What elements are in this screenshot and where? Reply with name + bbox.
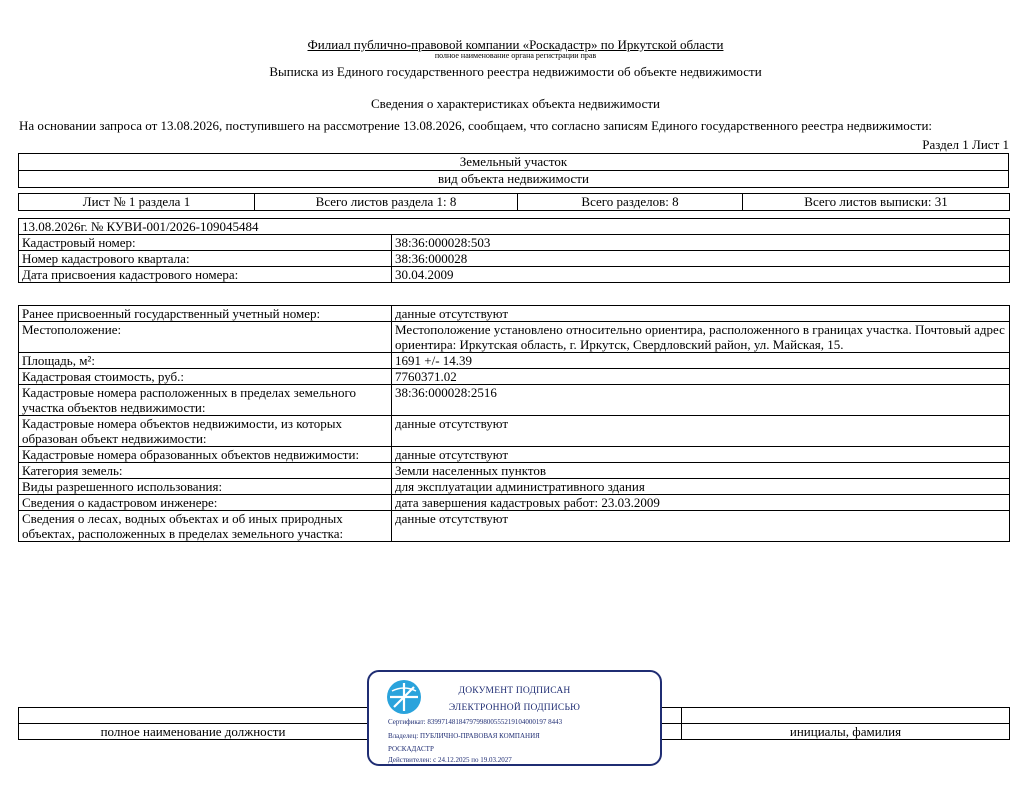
row-value: для эксплуатации административного здания: [392, 479, 1010, 495]
stamp-owner-2: РОСКАДАСТР: [388, 745, 434, 753]
table-row: [19, 251, 1010, 267]
row-label: Кадастровые номера расположенных в пределах земельного участка объектов недвижимости:: [19, 385, 392, 416]
row-label: Кадастровые номера образованных объектов недвижимости:: [19, 447, 392, 463]
table-row: [19, 463, 1010, 479]
details-table: [18, 305, 1010, 542]
row-label: Местоположение:: [19, 322, 392, 353]
row-value: Местоположение установлено относительно ориентира, расположенного в границах участка. Почтовый адрес ориентира: Иркутская область, г. Иркутск, Свердловский район, ул. Майская, 15.: [392, 322, 1010, 353]
row-value: данные отсутствуют: [392, 511, 1010, 542]
org-name-caption: полное наименование органа регистрации прав: [434, 51, 597, 60]
object-type-table: [18, 153, 1009, 188]
table-row: [19, 416, 1010, 447]
position-field: [19, 708, 368, 724]
row-value: 7760371.02: [392, 369, 1010, 385]
row-label: Категория земель:: [19, 463, 392, 479]
row-label: Площадь, м²:: [19, 353, 392, 369]
section-title: Сведения о характеристиках объекта недвижимости: [370, 96, 661, 111]
table-row: [19, 322, 1010, 353]
row-label: Кадастровая стоимость, руб.:: [19, 369, 392, 385]
row-value: 38:36:000028:503: [392, 235, 1010, 251]
electronic-signature-stamp: [367, 670, 662, 766]
identifiers-table: [18, 218, 1010, 283]
table-row: [19, 447, 1010, 463]
sheet-reference: Раздел 1 Лист 1: [922, 137, 1009, 152]
row-label: Сведения о кадастровом инженере:: [19, 495, 392, 511]
row-label: Номер кадастрового квартала:: [19, 251, 392, 267]
row-label: Сведения о лесах, водных объектах и об иных природных объектах, расположенных в пределах земельного участка:: [19, 511, 392, 542]
row-label: Кадастровый номер:: [19, 235, 392, 251]
object-type: Земельный участок: [19, 154, 1009, 171]
row-value: данные отсутствуют: [392, 306, 1010, 322]
stamp-line-1: ДОКУМЕНТ ПОДПИСАН: [458, 686, 571, 696]
row-value: 38:36:000028: [392, 251, 1010, 267]
table-row: [19, 267, 1010, 283]
row-value: 38:36:000028:2516: [392, 385, 1010, 416]
row-value: Земли населенных пунктов: [392, 463, 1010, 479]
document-title: Выписка из Единого государственного реестра недвижимости об объекте недвижимости: [269, 64, 762, 79]
table-row: [19, 353, 1010, 369]
sheet-of-section: Лист № 1 раздела 1: [19, 194, 255, 211]
table-row: [19, 306, 1010, 322]
row-label: Дата присвоения кадастрового номера:: [19, 267, 392, 283]
table-row: [19, 495, 1010, 511]
total-sheets-section: Всего листов раздела 1: 8: [255, 194, 518, 211]
position-caption: полное наименование должности: [19, 724, 368, 740]
row-value: дата завершения кадастровых работ: 23.03.2009: [392, 495, 1010, 511]
stamp-validity: Действителен: с 24.12.2025 по 19.03.2027: [388, 756, 512, 764]
extract-date-number: 13.08.2026г. № КУВИ-001/2026-109045484: [19, 219, 1010, 235]
sheets-table: [18, 193, 1010, 211]
total-sections: Всего разделов: 8: [518, 194, 743, 211]
row-value: 1691 +/- 14.39: [392, 353, 1010, 369]
table-row: [19, 235, 1010, 251]
name-caption: инициалы, фамилия: [682, 724, 1010, 740]
row-value: данные отсутствуют: [392, 447, 1010, 463]
row-label: Кадастровые номера объектов недвижимости, из которых образован объект недвижимости:: [19, 416, 392, 447]
row-label: Виды разрешенного использования:: [19, 479, 392, 495]
object-type-caption: вид объекта недвижимости: [19, 171, 1009, 188]
org-name: Филиал публично-правовой компании «Роскадастр» по Иркутской области: [307, 37, 724, 52]
table-row: [19, 385, 1010, 416]
stamp-owner-1: Владелец: ПУБЛИЧНО-ПРАВОВАЯ КОМПАНИЯ: [388, 732, 540, 740]
intro-text: На основании запроса от 13.08.2026, поступившего на рассмотрение 13.08.2026, сообщаем, что согласно записям Единого государственного реестра недвижимости:: [19, 118, 933, 133]
row-label: Ранее присвоенный государственный учетный номер:: [19, 306, 392, 322]
row-value: данные отсутствуют: [392, 416, 1010, 447]
stamp-certificate: Сертификат: 8399714818479799800555219104000197 8443: [388, 718, 563, 726]
name-field: [682, 708, 1010, 724]
total-sheets-extract: Всего листов выписки: 31: [743, 194, 1010, 211]
table-row: [19, 511, 1010, 542]
stamp-line-2: ЭЛЕКТРОННОЙ ПОДПИСЬЮ: [448, 703, 581, 713]
row-value: 30.04.2009: [392, 267, 1010, 283]
table-row: [19, 479, 1010, 495]
table-row: [19, 369, 1010, 385]
